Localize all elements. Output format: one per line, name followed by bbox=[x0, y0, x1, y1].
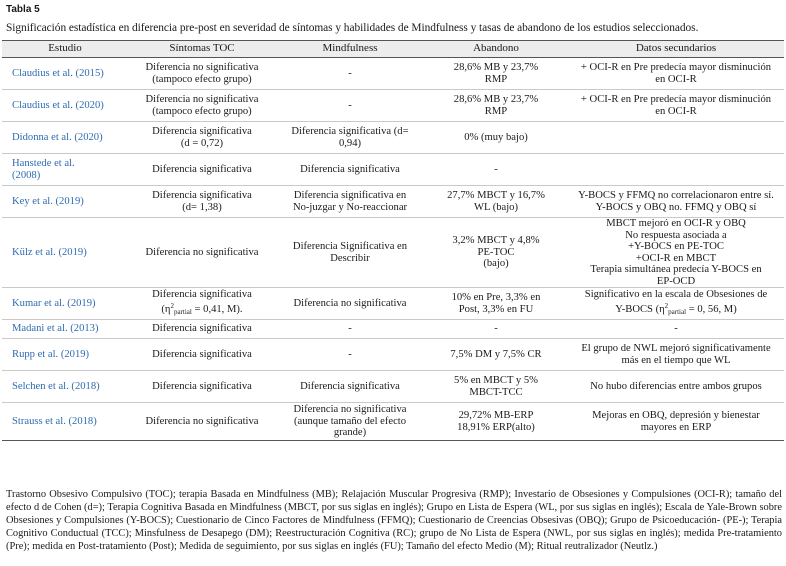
cell-line: PE-TOC bbox=[477, 246, 515, 258]
cell-line: 29,72% MB-ERP bbox=[458, 410, 534, 421]
table-label: Tabla 5 bbox=[6, 4, 40, 15]
cell-abandono bbox=[424, 371, 568, 403]
cell-estudio bbox=[2, 122, 128, 154]
table-caption: Significación estadística en diferencia pre-post en severidad de síntomas y habilidades de Mindfulness y tasas de abandono de los estudios seleccionados. bbox=[6, 22, 699, 34]
cell-line: 10% en Pre, 3,3% en bbox=[451, 292, 541, 303]
cell-line: (aunque tamaño del efecto bbox=[293, 415, 407, 427]
cell-abandono bbox=[424, 403, 568, 441]
cell-line: - bbox=[348, 323, 352, 335]
cell-datos-secundarios bbox=[568, 154, 784, 186]
cell-line: No hubo diferencias entre ambos grupos bbox=[590, 380, 762, 392]
cell-mindfulness bbox=[276, 320, 424, 339]
cell-sintomas-toc bbox=[128, 320, 276, 339]
cell-line: Diferencia significativa bbox=[152, 163, 252, 175]
cell-line: No-juzgar y No-reaccionar bbox=[292, 201, 408, 213]
header-mindfulness: Mindfulness bbox=[276, 41, 424, 58]
cell-estudio bbox=[2, 154, 128, 186]
cell-line: EP-OCD bbox=[656, 275, 696, 287]
cell-line: Didonna et al. (2020) bbox=[12, 131, 103, 143]
cell-datos-secundarios bbox=[568, 320, 784, 339]
cell-line: Külz et al. (2019) bbox=[12, 246, 87, 258]
cell-datos-secundarios bbox=[568, 218, 784, 288]
cell-line: Strauss et al. (2018) bbox=[12, 415, 97, 427]
table-row bbox=[2, 218, 784, 288]
cell-estudio bbox=[2, 186, 128, 218]
cell-abandono bbox=[424, 122, 568, 154]
header-sintomas-toc: Síntomas TOC bbox=[128, 41, 276, 58]
cell-line: Diferencia significativa (d= bbox=[291, 126, 409, 137]
cell-line: +Y-BOCS en PE-TOC bbox=[628, 241, 724, 252]
cell-sintomas-toc bbox=[128, 186, 276, 218]
cell-mindfulness bbox=[276, 186, 424, 218]
cell-sintomas-toc bbox=[128, 154, 276, 186]
cell-line: 5% en MBCT y 5% bbox=[454, 375, 538, 386]
cell-line: Diferencia significativa bbox=[300, 380, 400, 392]
cell-line: El grupo de NWL mejoró significativamente bbox=[581, 343, 771, 354]
cell-mindfulness bbox=[276, 122, 424, 154]
results-table bbox=[2, 40, 784, 441]
cell-sintomas-toc bbox=[128, 403, 276, 441]
cell-sintomas-toc bbox=[128, 339, 276, 371]
cell-line: +OCI-R en MBCT bbox=[635, 252, 717, 264]
cell-line: Selchen et al. (2018) bbox=[12, 380, 100, 392]
cell-line: - bbox=[494, 323, 498, 335]
cell-estudio bbox=[2, 218, 128, 288]
cell-line: en OCI-R bbox=[655, 105, 697, 117]
table-body bbox=[2, 58, 784, 441]
cell-line: Diferencia no significativa bbox=[145, 62, 259, 73]
cell-line: 27,7% MBCT y 16,7% bbox=[447, 190, 545, 201]
cell-line: - bbox=[348, 348, 352, 360]
cell-line: Diferencia significativa bbox=[152, 190, 252, 201]
cell-abandono bbox=[424, 218, 568, 288]
cell-line: 0% (muy bajo) bbox=[464, 131, 528, 143]
cell-line: Y-BOCS ($\eta^2_{partial} = 0$, 56, M) bbox=[615, 301, 737, 316]
cell-line: No respuesta asociada a bbox=[625, 229, 727, 241]
cell-line: Claudius et al. (2015) bbox=[12, 67, 104, 79]
table-row bbox=[2, 90, 784, 122]
cell-line: Diferencia Significativa en bbox=[292, 241, 408, 252]
cell-line: (tampoco efecto grupo) bbox=[152, 73, 252, 85]
header-abandono: Abandono bbox=[424, 41, 568, 58]
table-row bbox=[2, 339, 784, 371]
cell-abandono bbox=[424, 154, 568, 186]
cell-line: Y-BOCS y FFMQ no correlacionaron entre sí. bbox=[578, 190, 774, 201]
cell-line: WL (bajo) bbox=[473, 201, 519, 213]
cell-mindfulness bbox=[276, 218, 424, 288]
cell-datos-secundarios bbox=[568, 339, 784, 371]
cell-line: - bbox=[494, 163, 498, 175]
cell-abandono bbox=[424, 90, 568, 122]
cell-line: (d= 1,38) bbox=[182, 201, 222, 213]
cell-line: Claudius et al. (2020) bbox=[12, 99, 104, 111]
cell-line: (d = 0,72) bbox=[180, 137, 224, 149]
cell-mindfulness bbox=[276, 154, 424, 186]
cell-sintomas-toc bbox=[128, 90, 276, 122]
cell-line: ($\eta^2_{partial} = 0,41$, M). bbox=[161, 301, 243, 316]
cell-line: 7,5% DM y 7,5% CR bbox=[450, 348, 542, 360]
cell-datos-secundarios bbox=[568, 90, 784, 122]
cell-mindfulness bbox=[276, 339, 424, 371]
cell-line: (tampoco efecto grupo) bbox=[152, 105, 252, 117]
cell-abandono bbox=[424, 58, 568, 90]
cell-line: MBCT-TCC bbox=[469, 386, 523, 398]
cell-line: Post, 3,3% en FU bbox=[458, 303, 534, 315]
cell-line: Diferencia significativa bbox=[152, 289, 252, 300]
cell-line: + OCI-R en Pre predecía mayor disminución bbox=[580, 94, 772, 105]
table-row bbox=[2, 288, 784, 320]
cell-line: RMP bbox=[484, 73, 508, 85]
header-datos-secundarios: Datos secundarios bbox=[568, 41, 784, 58]
cell-line: Diferencia no significativa bbox=[145, 246, 259, 258]
cell-estudio bbox=[2, 90, 128, 122]
cell-line: Diferencia no significativa bbox=[293, 297, 407, 309]
cell-line: 28,6% MB y 23,7% bbox=[453, 94, 539, 105]
cell-line: grande) bbox=[333, 427, 367, 439]
cell-line: Y-BOCS y OBQ no. FFMQ y OBQ sí bbox=[595, 201, 757, 213]
table-row bbox=[2, 403, 784, 441]
table-row bbox=[2, 320, 784, 339]
cell-datos-secundarios bbox=[568, 58, 784, 90]
cell-abandono bbox=[424, 320, 568, 339]
cell-mindfulness bbox=[276, 403, 424, 441]
table-row bbox=[2, 186, 784, 218]
cell-estudio bbox=[2, 339, 128, 371]
cell-datos-secundarios bbox=[568, 371, 784, 403]
cell-line: RMP bbox=[484, 105, 508, 117]
cell-sintomas-toc bbox=[128, 218, 276, 288]
cell-line: Diferencia no significativa bbox=[145, 415, 259, 427]
cell-line: Mejoras en OBQ, depresión y bienestar bbox=[592, 410, 760, 421]
cell-mindfulness bbox=[276, 288, 424, 320]
table-row bbox=[2, 371, 784, 403]
table-row bbox=[2, 122, 784, 154]
cell-sintomas-toc bbox=[128, 371, 276, 403]
cell-mindfulness bbox=[276, 90, 424, 122]
cell-line: Rupp et al. (2019) bbox=[12, 348, 90, 360]
cell-line: 28,6% MB y 23,7% bbox=[453, 62, 539, 73]
cell-line: + OCI-R en Pre predecía mayor disminución bbox=[580, 62, 772, 73]
cell-line: Describir bbox=[330, 252, 370, 264]
cell-line: MBCT mejoró en OCI-R y OBQ bbox=[606, 218, 746, 229]
cell-mindfulness bbox=[276, 371, 424, 403]
cell-line: (2008) bbox=[12, 169, 41, 181]
cell-estudio bbox=[2, 58, 128, 90]
header-estudio: Estudio bbox=[2, 41, 128, 58]
cell-estudio bbox=[2, 320, 128, 339]
cell-datos-secundarios bbox=[568, 403, 784, 441]
cell-abandono bbox=[424, 288, 568, 320]
cell-abandono bbox=[424, 339, 568, 371]
cell-estudio bbox=[2, 403, 128, 441]
cell-line: Diferencia significativa bbox=[152, 323, 252, 335]
table-row bbox=[2, 58, 784, 90]
cell-line: Diferencia no significativa bbox=[293, 404, 407, 416]
cell-line: Diferencia significativa en bbox=[293, 190, 407, 201]
cell-line: Diferencia no significativa bbox=[145, 94, 259, 105]
cell-line: en OCI-R bbox=[655, 73, 697, 85]
cell-line: 0,94) bbox=[338, 137, 362, 149]
table-header-row bbox=[2, 41, 784, 58]
cell-line: Kumar et al. (2019) bbox=[12, 297, 96, 309]
cell-line: 18,91% ERP(alto) bbox=[457, 421, 535, 433]
cell-datos-secundarios bbox=[568, 122, 784, 154]
cell-line: Diferencia significativa bbox=[152, 380, 252, 392]
cell-abandono bbox=[424, 186, 568, 218]
cell-sintomas-toc bbox=[128, 288, 276, 320]
cell-line: Key et al. (2019) bbox=[12, 195, 84, 207]
cell-sintomas-toc bbox=[128, 122, 276, 154]
table-footnote: Trastorno Obsesivo Compulsivo (TOC); terapia Basada en Mindfulness (MB); Relajación Muscular Progresiva (RMP); Investario de Obsesiones y Compulsiones (OCI-R); tamaño del efecto d de Cohen (d=); Terapia Cognitiva Basada en Mindfulness (MBCT, por sus siglas en inglés); Grupo en Lista de Espera (WL, por sus siglas en inglés); Escala de Yale-Brown sobre Obsesiones y Compulsiones (Y-BOCS); Cuestionario de Cinco Factores de Mindfulness (FFMQ); Cuestionario de Creencias Obsesivas (OBQ); Grupo de Psicoeducación- (PE-); Terapia Cognitivo Conductual (TCC); Minsfulness de Desapego (DM); Reestructuración Cognitiva (RC); grupo de No Lista de Espera (NWL, por sus siglas en inglés); medida Pre-tratamiento (Pre); medida en Post-tratamiento (Post); Medida de seguimiento, por sus siglas en inglés (FU); Tamaño del efecto Medio (M); Ritual reutralizador (Neutlz.) bbox=[6, 489, 782, 552]
cell-estudio bbox=[2, 288, 128, 320]
cell-estudio bbox=[2, 371, 128, 403]
cell-line: Terapia simultánea predecía Y-BOCS en bbox=[590, 264, 762, 275]
cell-line: - bbox=[348, 67, 352, 79]
cell-line: más en el tiempo que WL bbox=[621, 354, 731, 366]
cell-line: Diferencia significativa bbox=[152, 126, 252, 137]
cell-line: (bajo) bbox=[483, 258, 509, 270]
table-row bbox=[2, 154, 784, 186]
cell-datos-secundarios bbox=[568, 288, 784, 320]
cell-line: Hanstede et al. bbox=[12, 158, 75, 169]
cell-sintomas-toc bbox=[128, 58, 276, 90]
cell-line: - bbox=[348, 99, 352, 111]
cell-datos-secundarios bbox=[568, 186, 784, 218]
cell-line: Diferencia significativa bbox=[152, 348, 252, 360]
cell-mindfulness bbox=[276, 58, 424, 90]
cell-line: Diferencia significativa bbox=[300, 163, 400, 175]
cell-line: Significativo en la escala de Obsesiones de bbox=[584, 289, 768, 300]
cell-line: mayores en ERP bbox=[640, 421, 712, 433]
cell-line: - bbox=[674, 323, 678, 335]
cell-line: Madani et al. (2013) bbox=[12, 323, 99, 335]
cell-line: 3,2% MBCT y 4,8% bbox=[452, 235, 540, 247]
